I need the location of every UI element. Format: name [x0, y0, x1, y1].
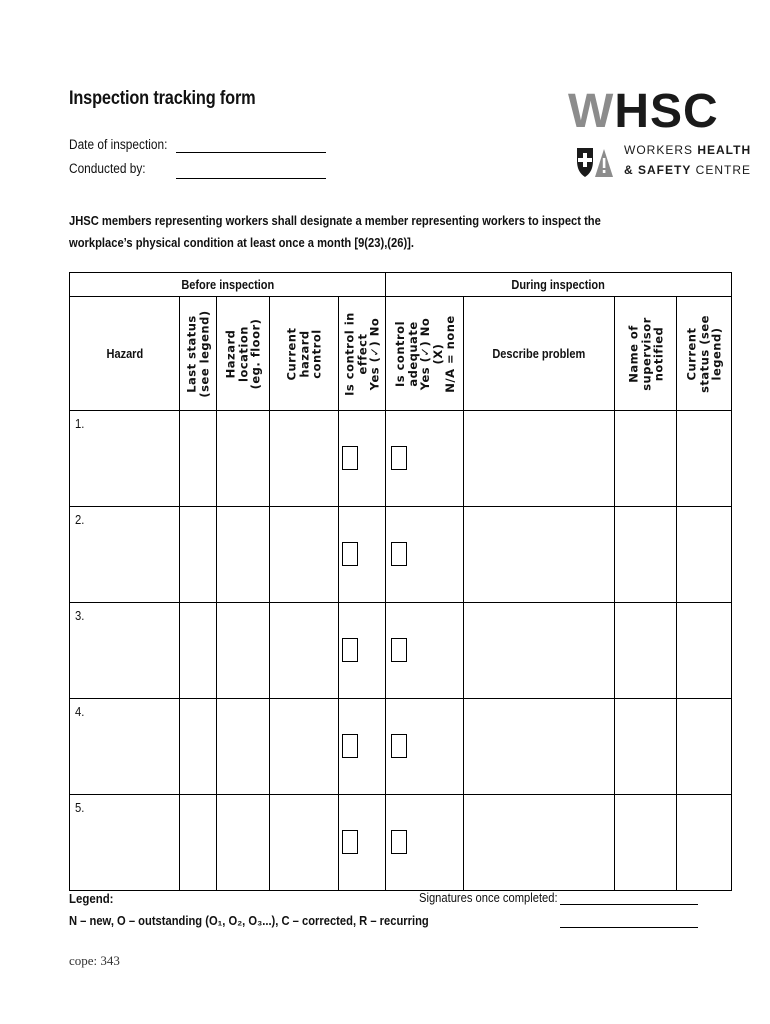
control-in-effect-cell: [339, 603, 386, 699]
date-of-inspection-label: Date of inspection:: [69, 137, 168, 152]
signature-line-1[interactable]: [560, 904, 698, 905]
current-control-cell[interactable]: [270, 507, 339, 603]
current-status-cell[interactable]: [677, 699, 732, 795]
current-control-cell[interactable]: [270, 411, 339, 507]
control-in-effect-checkbox[interactable]: [342, 446, 358, 470]
before-inspection-header: Before inspection: [70, 273, 386, 297]
conducted-by-label: Conducted by:: [69, 161, 146, 176]
table-row: [70, 603, 732, 699]
supervisor-notified-cell[interactable]: [615, 603, 677, 699]
control-adequate-checkbox[interactable]: [391, 830, 407, 854]
logo-icons: [576, 146, 614, 183]
signatures-label: Signatures once completed:: [419, 890, 558, 905]
logo-tagline-line2: & SAFETY CENTRE: [624, 163, 752, 177]
control-in-effect-checkbox[interactable]: [342, 638, 358, 662]
hazard-cell[interactable]: 1.: [70, 411, 180, 507]
hazard-location-cell[interactable]: [217, 603, 270, 699]
whsc-logo-wordmark: WHSC: [568, 85, 719, 138]
control-in-effect-cell: [339, 699, 386, 795]
hazard-location-cell[interactable]: [217, 795, 270, 891]
control-in-effect-checkbox[interactable]: [342, 830, 358, 854]
control-in-effect-checkbox[interactable]: [342, 542, 358, 566]
control-adequate-cell: [386, 603, 464, 699]
current-status-cell[interactable]: [677, 411, 732, 507]
supervisor-notified-column-header: Name of supervisor notified: [615, 297, 677, 411]
last-status-cell[interactable]: [180, 603, 217, 699]
hazard-location-column-header: Hazard location (eg. floor): [217, 297, 270, 411]
intro-paragraph: JHSC members representing workers shall designate a member representing workers to inspect the workplace’s physical condition at least once a month [9(23),(26)].: [69, 213, 601, 250]
supervisor-notified-cell[interactable]: [615, 795, 677, 891]
last-status-cell[interactable]: [180, 699, 217, 795]
control-adequate-checkbox[interactable]: [391, 638, 407, 662]
current-status-column-header: Current status (see legend): [677, 297, 732, 411]
control-adequate-cell: [386, 411, 464, 507]
control-adequate-checkbox[interactable]: [391, 734, 407, 758]
describe-problem-cell[interactable]: [464, 603, 615, 699]
last-status-cell[interactable]: [180, 795, 217, 891]
current-hazard-control-column-header: Current hazard control: [270, 297, 339, 411]
hazard-location-cell[interactable]: [217, 411, 270, 507]
control-adequate-column-header: Is control adequate Yes (✓) No (X) N/A = none: [386, 297, 464, 411]
control-in-effect-checkbox[interactable]: [342, 734, 358, 758]
control-in-effect-cell: [339, 795, 386, 891]
table-row: [70, 699, 732, 795]
hazard-cell[interactable]: 4.: [70, 699, 180, 795]
last-status-cell[interactable]: [180, 411, 217, 507]
control-in-effect-cell: [339, 507, 386, 603]
control-in-effect-column-header: Is control in effect Yes (✓) No: [339, 297, 386, 411]
current-control-cell[interactable]: [270, 699, 339, 795]
warning-triangle-icon: [595, 149, 613, 177]
current-status-cell[interactable]: [677, 603, 732, 699]
last-status-cell[interactable]: [180, 507, 217, 603]
control-adequate-cell: [386, 699, 464, 795]
hazard-column-header: Hazard: [70, 297, 180, 411]
during-inspection-header: During inspection: [386, 273, 732, 297]
describe-problem-cell[interactable]: [464, 699, 615, 795]
hazard-cell[interactable]: 2.: [70, 507, 180, 603]
control-in-effect-cell: [339, 411, 386, 507]
hazard-location-cell[interactable]: [217, 699, 270, 795]
describe-problem-cell[interactable]: [464, 507, 615, 603]
legend-title: Legend:: [69, 891, 114, 906]
logo-tagline-line1: WORKERS HEALTH: [624, 143, 752, 157]
date-of-inspection-field[interactable]: [176, 152, 326, 153]
describe-problem-cell[interactable]: [464, 795, 615, 891]
legend-text: N – new, O – outstanding (O₁, O₂, O₃...), C – corrected, R – recurring: [69, 913, 429, 928]
hazard-cell[interactable]: 5.: [70, 795, 180, 891]
form-title: Inspection tracking form: [69, 88, 256, 109]
supervisor-notified-cell[interactable]: [615, 699, 677, 795]
control-adequate-cell: [386, 795, 464, 891]
control-adequate-checkbox[interactable]: [391, 446, 407, 470]
inspection-table: [69, 272, 732, 891]
hazard-cell[interactable]: 3.: [70, 603, 180, 699]
control-adequate-cell: [386, 507, 464, 603]
last-status-column-header: Last status (see legend): [180, 297, 217, 411]
signature-line-2[interactable]: [560, 927, 698, 928]
supervisor-notified-cell[interactable]: [615, 507, 677, 603]
supervisor-notified-cell[interactable]: [615, 411, 677, 507]
hazard-location-cell[interactable]: [217, 507, 270, 603]
current-status-cell[interactable]: [677, 507, 732, 603]
current-status-cell[interactable]: [677, 795, 732, 891]
table-row: [70, 795, 732, 891]
footer-text: cope: 343: [69, 953, 120, 968]
describe-problem-column-header: Describe problem: [464, 297, 615, 411]
conducted-by-field[interactable]: [176, 178, 326, 179]
describe-problem-cell[interactable]: [464, 411, 615, 507]
table-row: [70, 507, 732, 603]
current-control-cell[interactable]: [270, 795, 339, 891]
control-adequate-checkbox[interactable]: [391, 542, 407, 566]
current-control-cell[interactable]: [270, 603, 339, 699]
medical-cross-shield-icon: [577, 148, 593, 177]
table-row: [70, 411, 732, 507]
